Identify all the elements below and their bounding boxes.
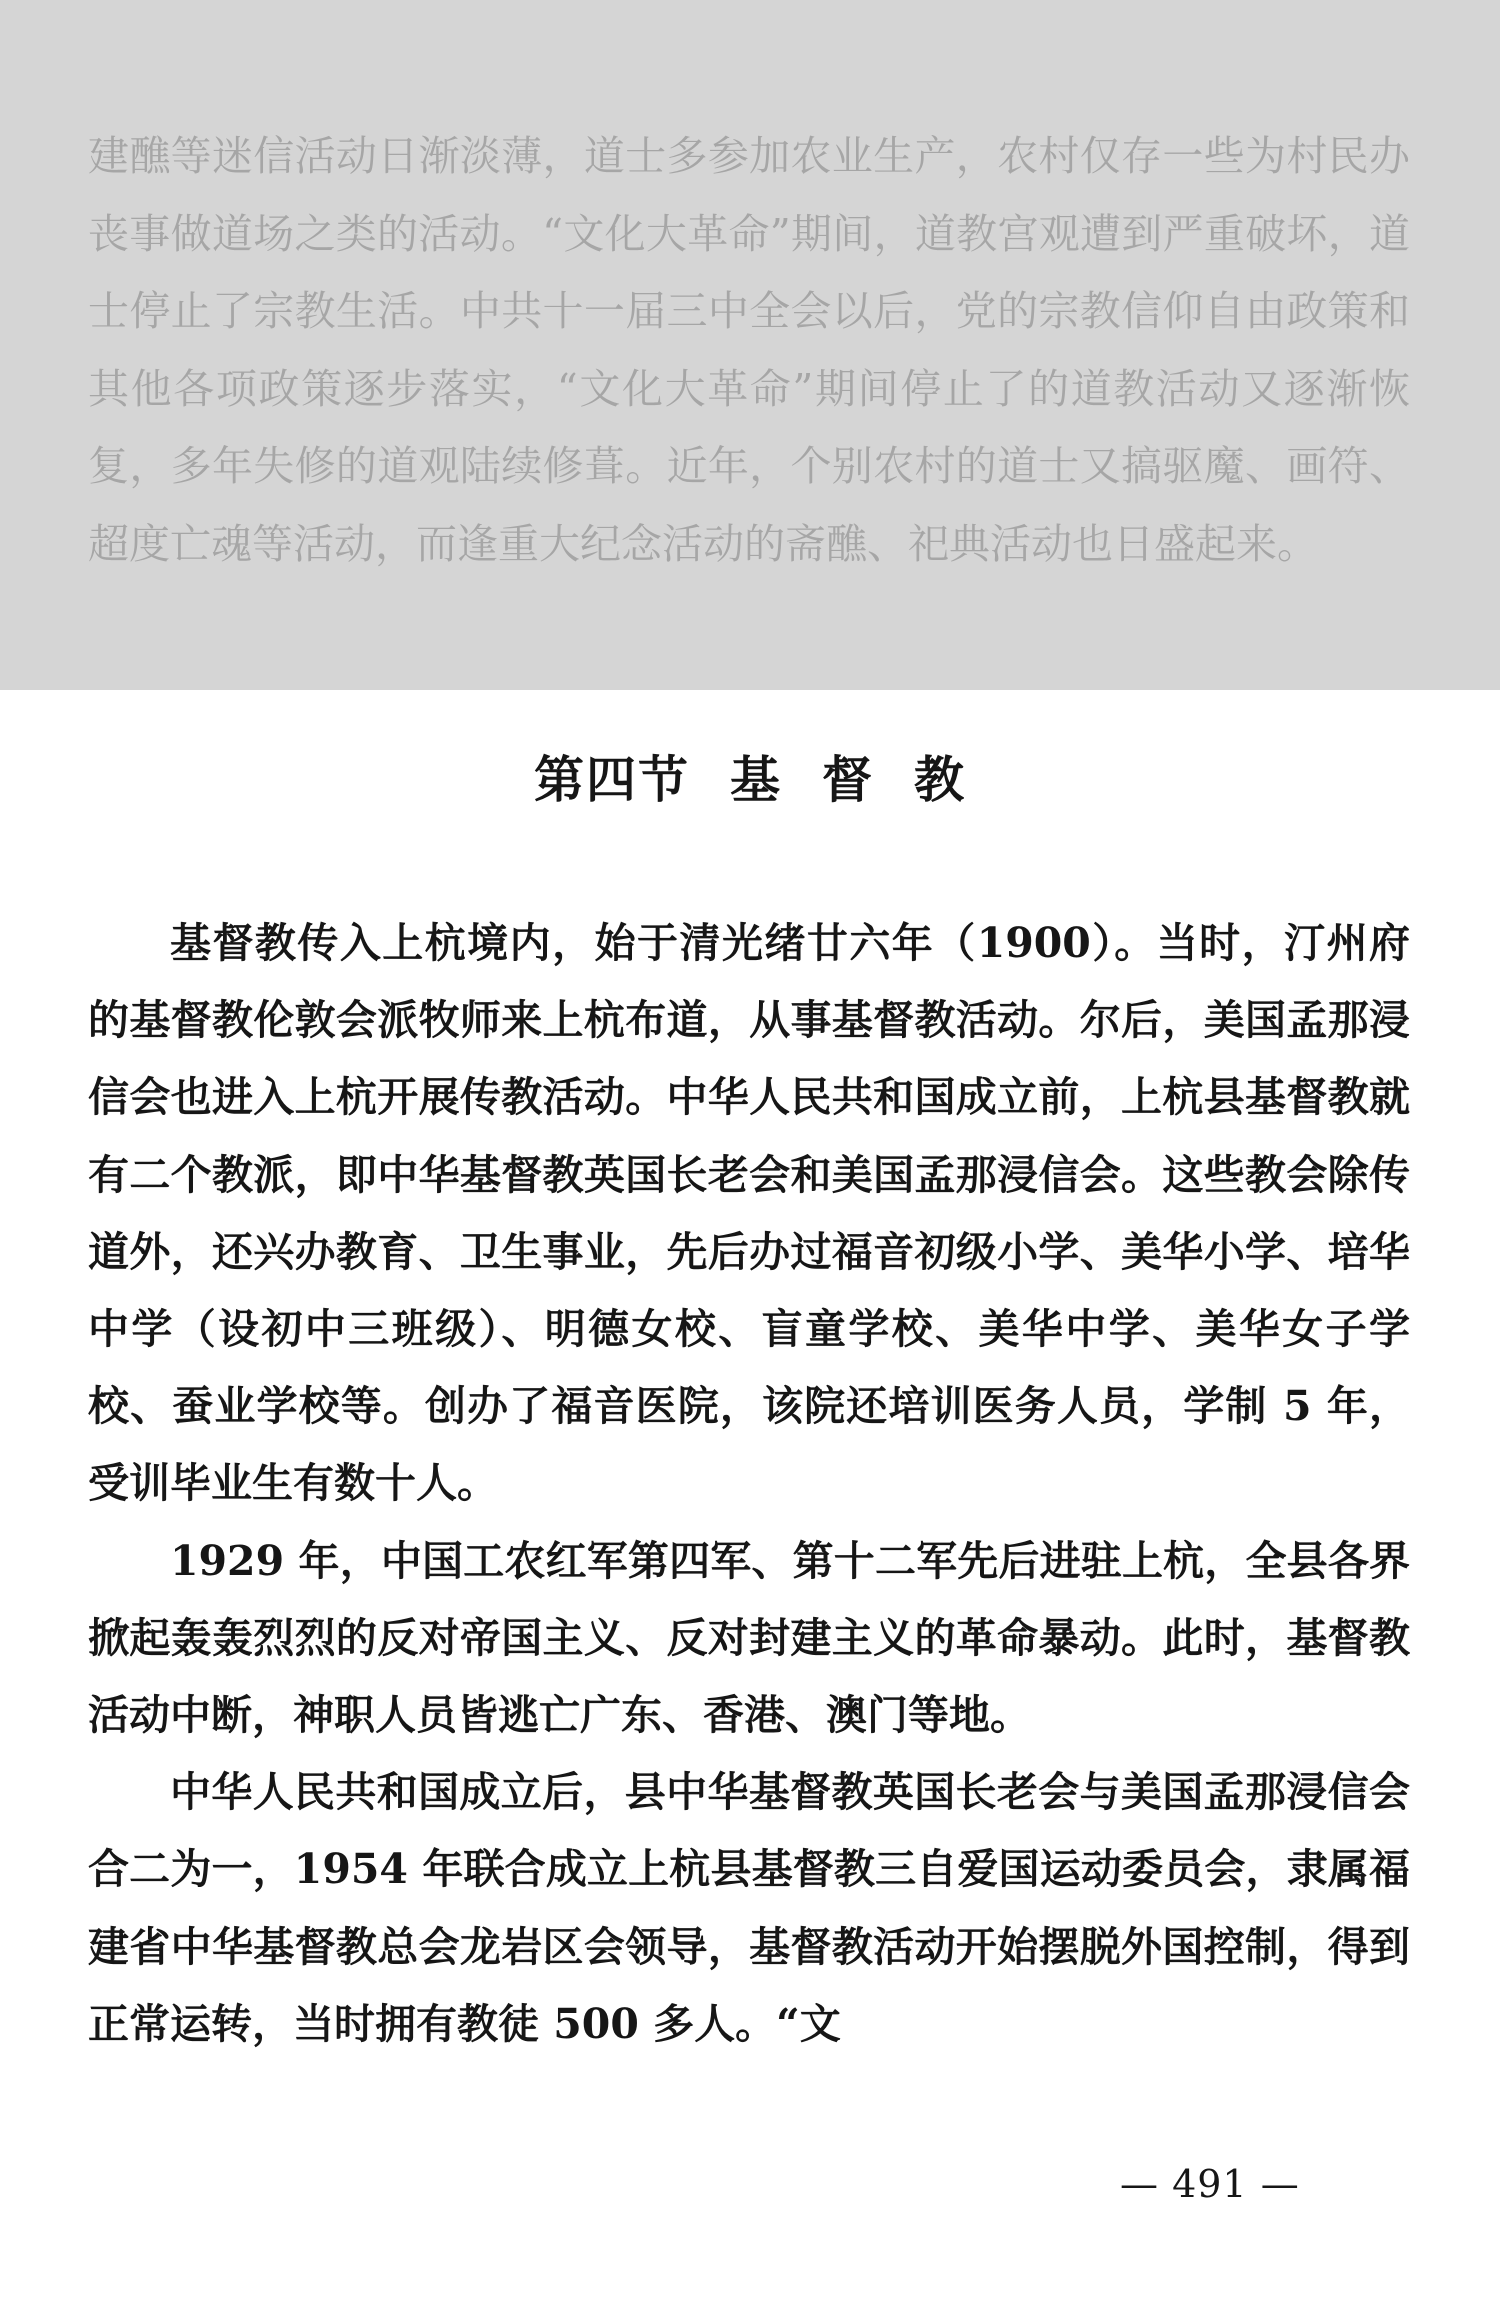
- paragraph: 基督教传入上杭境内，始于清光绪廿六年（1900）。当时，汀州府的基督教伦敦会派牧师来上杭布道，从事基督教活动。尔后，美国孟那浸信会也进入上杭开展传教活动。中华人民共和国成立前，上杭县基督教就有二个教派，即中华基督教英国长老会和美国孟那浸信会。这些教会除传道外，还兴办教育、卫生事业，先后办过福音初级小学、美华小学、培华中学（设初中三班级）、明德女校、盲童学校、美华中学、美华女子学校、蚕业学校等。创办了福音医院，该院还培训医务人员，学制 5 年，受训毕业生有数十人。: [88, 919, 1410, 1508]
- section-title-char: 基: [730, 750, 782, 809]
- paragraph: 1929 年，中国工农红军第四军、第十二军先后进驻上杭，全县各界掀起轰轰烈烈的反对帝国主义、反对封建主义的革命暴动。此时，基督教活动中断，神职人员皆逃亡广东、香港、澳门等地。: [88, 1536, 1410, 1740]
- section-title-char: 督: [822, 750, 874, 809]
- page-number: — 491 —: [1120, 2162, 1300, 2206]
- section-number: 第四节: [534, 750, 690, 809]
- section-body: [88, 905, 1410, 2063]
- previous-section-text: 建醮等迷信活动日渐淡薄，道士多参加农业生产，农村仅存一些为村民办丧事做道场之类的活动。“文化大革命”期间，道教宫观遭到严重破坏，道士停止了宗教生活。中共十一届三中全会以后，党的宗教信仰自由政策和其他各项政策逐步落实，“文化大革命”期间停止了的道教活动又逐渐恢复，多年失修的道观陆续修葺。近年，个别农村的道士又搞驱魔、画符、超度亡魂等活动，而逢重大纪念活动的斋醮、祀典活动也日盛起来。: [88, 132, 1410, 568]
- section-heading: [0, 740, 1500, 812]
- paragraph: 中华人民共和国成立后，县中华基督教英国长老会与美国孟那浸信会合二为一，1954 年联合成立上杭县基督教三自爱国运动委员会，隶属福建省中华基督教总会龙岩区会领导，基督教活动开始摆脱外国控制，得到正常运转，当时拥有教徒 500 多人。“文: [88, 1768, 1410, 2048]
- section-title-char: 教: [914, 750, 966, 809]
- previous-section-block: [0, 0, 1500, 690]
